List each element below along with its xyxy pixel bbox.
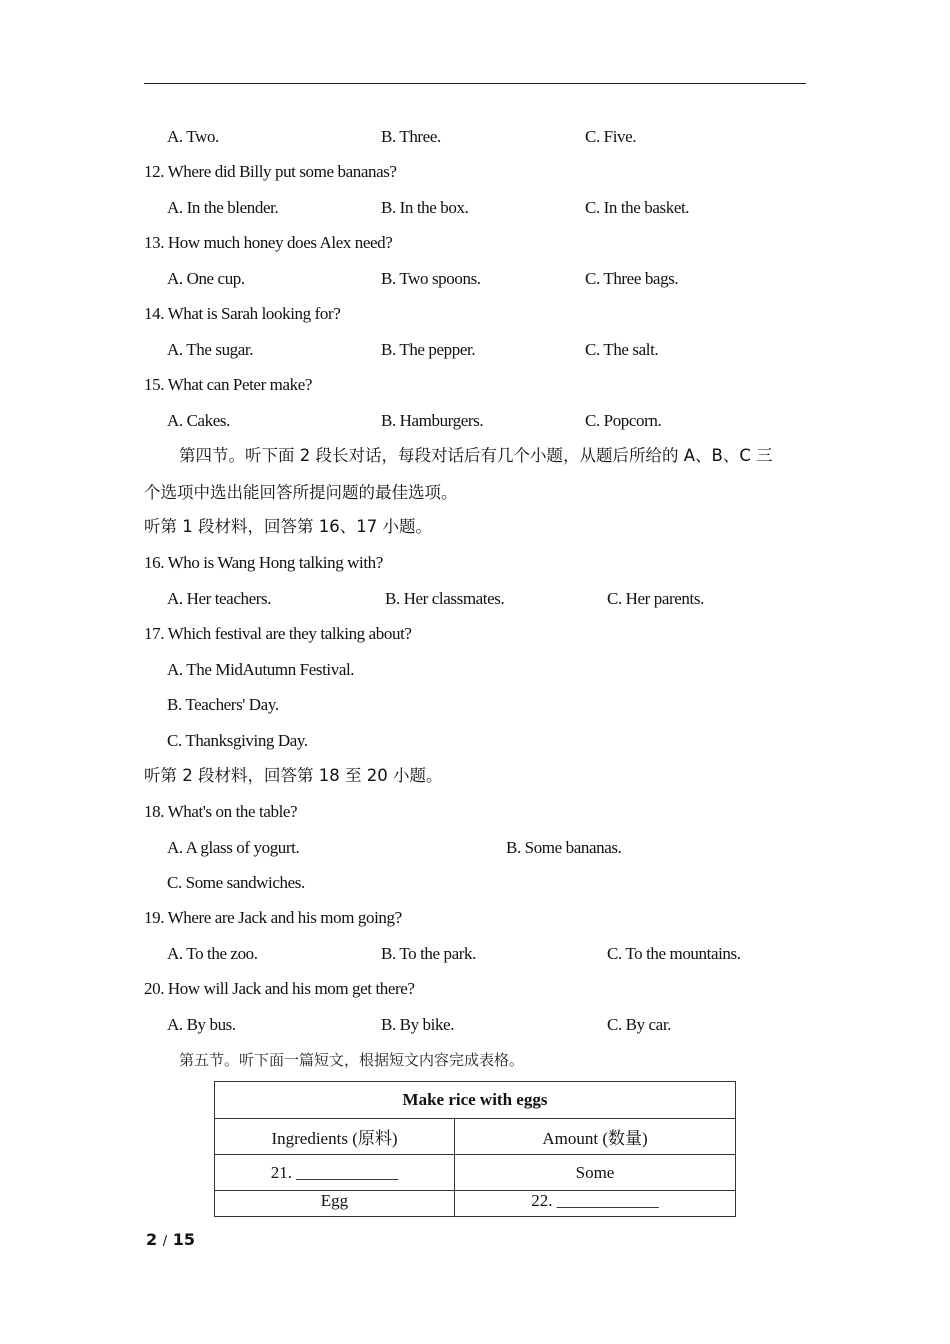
q19-option-a: A. To the zoo. bbox=[167, 944, 258, 963]
q11-option-b: B. Three. bbox=[381, 127, 441, 146]
page-number bbox=[146, 1230, 195, 1249]
q18-option-b: B. Some bananas. bbox=[506, 838, 622, 857]
page-separator: / bbox=[162, 1234, 168, 1249]
q14-option-b: B. The pepper. bbox=[381, 340, 476, 359]
q18-question: 18. What's on the table? bbox=[144, 802, 298, 821]
q13-option-b: B. Two spoons. bbox=[381, 269, 481, 288]
header-rule bbox=[144, 83, 806, 84]
table-cell-blank-22: 22. ____________ bbox=[455, 1191, 736, 1217]
q16-option-a: A. Her teachers. bbox=[167, 589, 272, 608]
q17-option-b: B. Teachers' Day. bbox=[167, 695, 279, 714]
q13-option-c: C. Three bags. bbox=[585, 269, 679, 288]
section4-instruction-line2: 个选项中选出能回答所提问题的最佳选项。 bbox=[144, 483, 458, 502]
q20-option-b: B. By bike. bbox=[381, 1015, 455, 1034]
q12-option-c: C. In the basket. bbox=[585, 198, 690, 217]
q17-option-c: C. Thanksgiving Day. bbox=[167, 731, 308, 750]
section4-instruction-line1: 第四节。听下面 2 段长对话，每段对话后有几个小题，从题后所给的 A、B、C 三 bbox=[179, 446, 773, 465]
q12-option-a: A. In the blender. bbox=[167, 198, 279, 217]
q20-option-a: A. By bus. bbox=[167, 1015, 236, 1034]
q12-option-b: B. In the box. bbox=[381, 198, 469, 217]
recipe-table bbox=[214, 1081, 736, 1217]
q14-option-a: A. The sugar. bbox=[167, 340, 254, 359]
q16-question: 16. Who is Wang Hong talking with? bbox=[144, 553, 383, 572]
q12-question: 12. Where did Billy put some bananas? bbox=[144, 162, 397, 181]
q19-question: 19. Where are Jack and his mom going? bbox=[144, 908, 402, 927]
q11-option-c: C. Five. bbox=[585, 127, 637, 146]
q15-option-a: A. Cakes. bbox=[167, 411, 230, 430]
q18-option-a: A. A glass of yogurt. bbox=[167, 838, 300, 857]
section4-part1-heading: 听第 1 段材料，回答第 16、17 小题。 bbox=[144, 517, 432, 536]
q18-option-c: C. Some sandwiches. bbox=[167, 873, 305, 892]
q15-option-b: B. Hamburgers. bbox=[381, 411, 484, 430]
table-header-amount: Amount (数量) bbox=[455, 1119, 736, 1155]
table-cell-egg: Egg bbox=[215, 1191, 455, 1217]
table-title: Make rice with eggs bbox=[215, 1082, 736, 1119]
q17-option-a: A. The MidAutumn Festival. bbox=[167, 660, 355, 679]
q15-question: 15. What can Peter make? bbox=[144, 375, 313, 394]
q11-option-a: A. Two. bbox=[167, 127, 219, 146]
q20-option-c: C. By car. bbox=[607, 1015, 671, 1034]
page-current: 2 bbox=[146, 1230, 158, 1249]
table-cell-some: Some bbox=[455, 1155, 736, 1191]
q13-option-a: A. One cup. bbox=[167, 269, 245, 288]
section5-instruction: 第五节。听下面一篇短文，根据短文内容完成表格。 bbox=[179, 1051, 525, 1069]
q19-option-c: C. To the mountains. bbox=[607, 944, 741, 963]
q20-question: 20. How will Jack and his mom get there? bbox=[144, 979, 415, 998]
q13-question: 13. How much honey does Alex need? bbox=[144, 233, 393, 252]
q15-option-c: C. Popcorn. bbox=[585, 411, 662, 430]
q17-question: 17. Which festival are they talking about? bbox=[144, 624, 412, 643]
q16-option-b: B. Her classmates. bbox=[385, 589, 505, 608]
page-total: 15 bbox=[172, 1230, 195, 1249]
q14-option-c: C. The salt. bbox=[585, 340, 659, 359]
q14-question: 14. What is Sarah looking for? bbox=[144, 304, 341, 323]
table-cell-blank-21: 21. ____________ bbox=[215, 1155, 455, 1191]
section4-part2-heading: 听第 2 段材料，回答第 18 至 20 小题。 bbox=[144, 766, 443, 785]
q19-option-b: B. To the park. bbox=[381, 944, 476, 963]
table-header-ingredients: Ingredients (原料) bbox=[215, 1119, 455, 1155]
q16-option-c: C. Her parents. bbox=[607, 589, 704, 608]
